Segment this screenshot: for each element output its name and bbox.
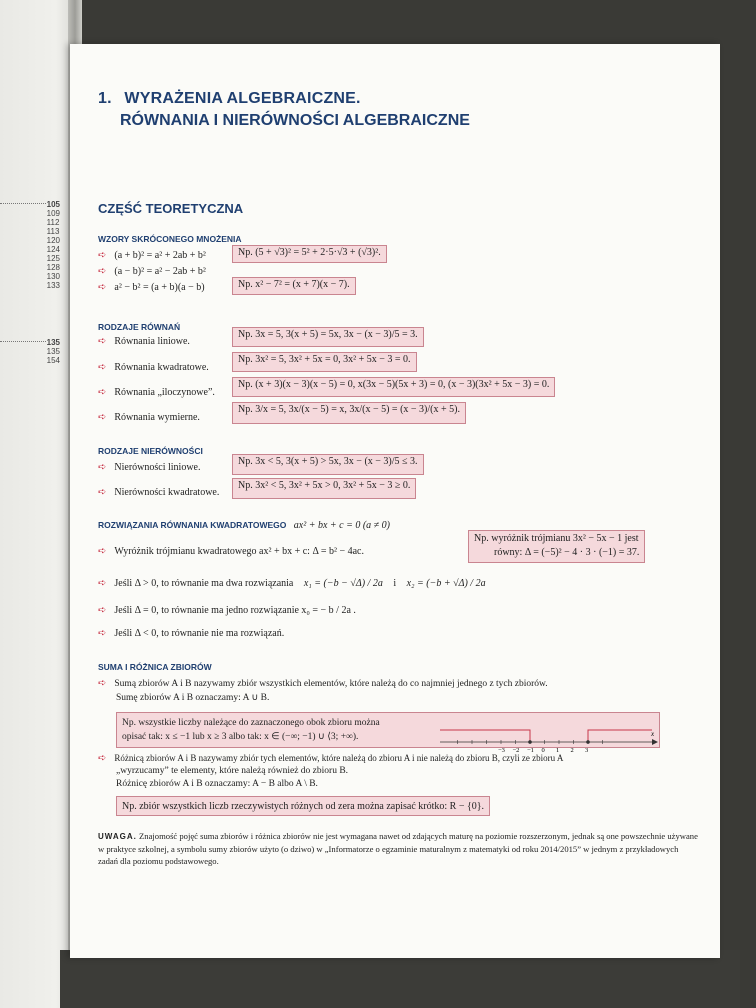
- example-box: Np. 3/x = 5, 3x/(x − 5) = x, 3x/(x − 5) = (x − 3)/(x + 5).: [232, 402, 466, 424]
- toc-number: 133: [46, 281, 60, 290]
- arrow-icon: ➪: [98, 678, 107, 689]
- example-box: Np. x² − 7² = (x + 7)(x − 7).: [232, 277, 356, 295]
- diff-text: Różnicą zbiorów A i B nazywamy zbiór tych elementów, które należą do zbioru A i nie należą do zbioru B, czyli ze zbioru A: [114, 753, 564, 763]
- chapter-title: WYRAŻENIA ALGEBRAICZNE.: [124, 90, 361, 107]
- table-surface: [60, 950, 740, 1008]
- example-box: Np. 3x < 5, 3(x + 5) > 5x, 3x − (x − 3)/5 ≤ 3.: [232, 454, 424, 475]
- diff-example-box: Np. zbiór wszystkich liczb rzeczywistych różnych od zera można zapisać krótko: R − {0}.: [116, 796, 490, 816]
- tick-label: −2: [512, 747, 520, 754]
- example-box: Np. 3x² < 5, 3x² + 5x > 0, 3x² + 5x − 3 ≥ 0.: [232, 478, 416, 499]
- uwaga-label: UWAGA.: [98, 832, 137, 841]
- example-box: Np. 3x² = 5, 3x² + 5x = 0, 3x² + 5x − 3 = 0.: [232, 352, 417, 372]
- sum-definition: [98, 678, 548, 689]
- toc-number: 109: [46, 209, 60, 218]
- toc-number: 130: [46, 272, 60, 281]
- tick-label: 3: [585, 747, 589, 754]
- case-text: Jeśli Δ > 0, to równanie ma dwa rozwiązania: [114, 578, 294, 589]
- arrow-icon: ➪: [98, 266, 107, 277]
- inequality-type-label: Nierówności liniowe.: [114, 462, 201, 473]
- formula: (a + b)² = a² + 2ab + b²: [114, 250, 206, 261]
- equation-type-label: Równania liniowe.: [114, 336, 190, 347]
- arrow-icon: ➪: [98, 487, 107, 498]
- interval-left: [440, 730, 530, 742]
- toc-top: [47, 200, 60, 290]
- arrow-icon: ➪: [98, 628, 107, 639]
- section-title: CZĘŚĆ TEORETYCZNA: [98, 201, 244, 216]
- box-line: opisać tak: x ≤ −1 lub x ≥ 3 albo tak: x ∈ (−∞; −1) ∪ ⟨3; +∞).: [122, 732, 359, 742]
- formula-row: [98, 266, 206, 277]
- box-line: Np. wszystkie liczby należące do zaznaczonego obok zbioru można: [122, 718, 380, 728]
- toc-number: 120: [46, 236, 60, 245]
- formula-row: [98, 282, 205, 293]
- arrow-icon: ➪: [98, 336, 107, 347]
- arrow-icon: ➪: [98, 753, 107, 764]
- delta-example-box: [468, 530, 645, 563]
- subheading-rownania: RODZAJE RÓWNAŃ: [98, 322, 181, 332]
- toc-dots: [0, 341, 46, 342]
- toc-number: 135: [46, 347, 60, 356]
- uwaga-text: Znajomość pojęć suma zbiorów i różnica zbiorów nie jest wymagana nawet od zdających maturę na poziomie rozszerzonym, jednak są one powszechnie używane w praktyce szkolnej, a symbolu sumy zbiorów użyto (o dziwo) w „Informatorze o egzaminie maturalnym z matematyki od roku 2014/2015” w jednym z przykładowych zadań dla poziomu podstawowego.: [98, 831, 698, 866]
- tick-label: 1: [556, 747, 560, 754]
- sum-notation: Sumę zbiorów A i B oznaczamy: A ∪ B.: [116, 693, 270, 703]
- chapter-title-line2: RÓWNANIA I NIERÓWNOŚCI ALGEBRAICZNE: [120, 112, 470, 129]
- equation-type-label: Równania kwadratowe.: [114, 362, 209, 373]
- textbook-page: [70, 44, 720, 958]
- root-x2: x₂ = (−b + √Δ) / 2a: [406, 578, 486, 589]
- delta-row: [98, 546, 364, 557]
- arrow-icon: ➪: [98, 412, 107, 423]
- example-box: Np. (5 + √3)² = 5² + 2·5·√3 + (√3)².: [232, 245, 387, 263]
- uwaga-note: [98, 830, 698, 867]
- arrow-icon: ➪: [98, 362, 107, 373]
- subheading-zbiory: SUMA I RÓŻNICA ZBIORÓW: [98, 662, 212, 672]
- toc-dots: [0, 203, 46, 204]
- toc-number: 154: [46, 356, 60, 365]
- equation-type-row: [98, 412, 200, 423]
- chapter-number: 1.: [98, 90, 112, 107]
- arrow-icon: ➪: [98, 282, 107, 293]
- toc-number: 112: [46, 218, 60, 227]
- arrow-icon: ➪: [98, 387, 107, 398]
- arrow-icon: ➪: [98, 250, 107, 261]
- endpoint-dot: [528, 740, 532, 744]
- chapter-title-line1: [98, 90, 361, 108]
- endpoint-dot: [586, 740, 590, 744]
- case3-row: [98, 628, 284, 639]
- subheading-wzory: WZORY SKRÓCONEGO MNOŻENIA: [98, 234, 242, 244]
- toc-number: 135: [46, 338, 60, 347]
- heading-formula: ax² + bx + c = 0 (a ≠ 0): [293, 520, 390, 531]
- connector: i: [393, 578, 397, 589]
- box-line: Np. wyróżnik trójmianu 3x² − 5x − 1 jest: [474, 533, 639, 544]
- case-text: Jeśli Δ < 0, to równanie nie ma rozwiązań.: [114, 628, 285, 639]
- equation-type-row: [98, 362, 209, 373]
- tick-label: 2: [570, 747, 574, 754]
- number-line: [438, 720, 660, 756]
- equation-type-row: [98, 336, 190, 347]
- arrow-icon: ➪: [98, 605, 107, 616]
- tick-label: −3: [498, 747, 505, 754]
- heading-text: ROZWIĄZANIA RÓWNANIA KWADRATOWEGO: [98, 520, 287, 530]
- diff-notation: Różnicę zbiorów A i B oznaczamy: A − B albo A \ B.: [116, 779, 318, 789]
- subheading-nierownosci: RODZAJE NIERÓWNOŚCI: [98, 446, 203, 456]
- equation-type-row: [98, 387, 215, 398]
- toc-number: 125: [46, 254, 60, 263]
- toc-number: 105: [46, 200, 60, 209]
- case-text: Jeśli Δ = 0, to równanie ma jedno rozwiązanie x₀ = − b / 2a .: [114, 605, 356, 616]
- toc-number: 128: [46, 263, 60, 272]
- inequality-type-row: [98, 462, 200, 473]
- root-x1: x₁ = (−b − √Δ) / 2a: [303, 578, 383, 589]
- interval-right: [588, 730, 652, 742]
- tick-label: −1: [527, 747, 534, 754]
- toc-number: 113: [46, 227, 60, 236]
- case1-row: [98, 578, 486, 589]
- equation-type-label: Równania wymierne.: [114, 412, 200, 423]
- box-line: równy: Δ = (−5)² − 4 · 3 · (−1) = 37.: [494, 547, 640, 558]
- toc-bottom: [47, 338, 60, 365]
- sum-text: Sumą zbiorów A i B nazywamy zbiór wszystkich elementów, które należą do co najmniej jednego z tych zbiorów.: [114, 679, 548, 689]
- equation-type-label: Równania „iloczynowe”.: [114, 387, 215, 398]
- example-box: Np. 3x = 5, 3(x + 5) = 5x, 3x − (x − 3)/5 = 3.: [232, 327, 424, 347]
- formula-row: [98, 250, 206, 261]
- arrow-icon: ➪: [98, 462, 107, 473]
- arrow-icon: ➪: [98, 546, 107, 557]
- diff-definition: [98, 753, 563, 764]
- subheading-kwadratowe: [98, 520, 390, 531]
- formula: (a − b)² = a² − 2ab + b²: [114, 266, 206, 277]
- example-box: Np. (x + 3)(x − 3)(x − 5) = 0, x(3x − 5)(5x + 3) = 0, (x − 3)(3x² + 5x − 3) = 0.: [232, 377, 555, 397]
- case2-row: [98, 605, 356, 616]
- arrow-icon: ➪: [98, 578, 107, 589]
- delta-text: Wyróżnik trójmianu kwadratowego ax² + bx + c: Δ = b² − 4ac.: [114, 546, 364, 557]
- tick-label: 0: [541, 747, 545, 754]
- formula: a² − b² = (a + b)(a − b): [114, 282, 205, 293]
- axis-label: x: [651, 730, 655, 738]
- inequality-type-label: Nierówności kwadratowe.: [114, 487, 220, 498]
- toc-number: 124: [46, 245, 60, 254]
- axis-arrow-icon: [652, 739, 658, 745]
- diff-text: „wyrzucamy” te elementy, które należą również do zbioru B.: [116, 766, 349, 776]
- inequality-type-row: [98, 487, 219, 498]
